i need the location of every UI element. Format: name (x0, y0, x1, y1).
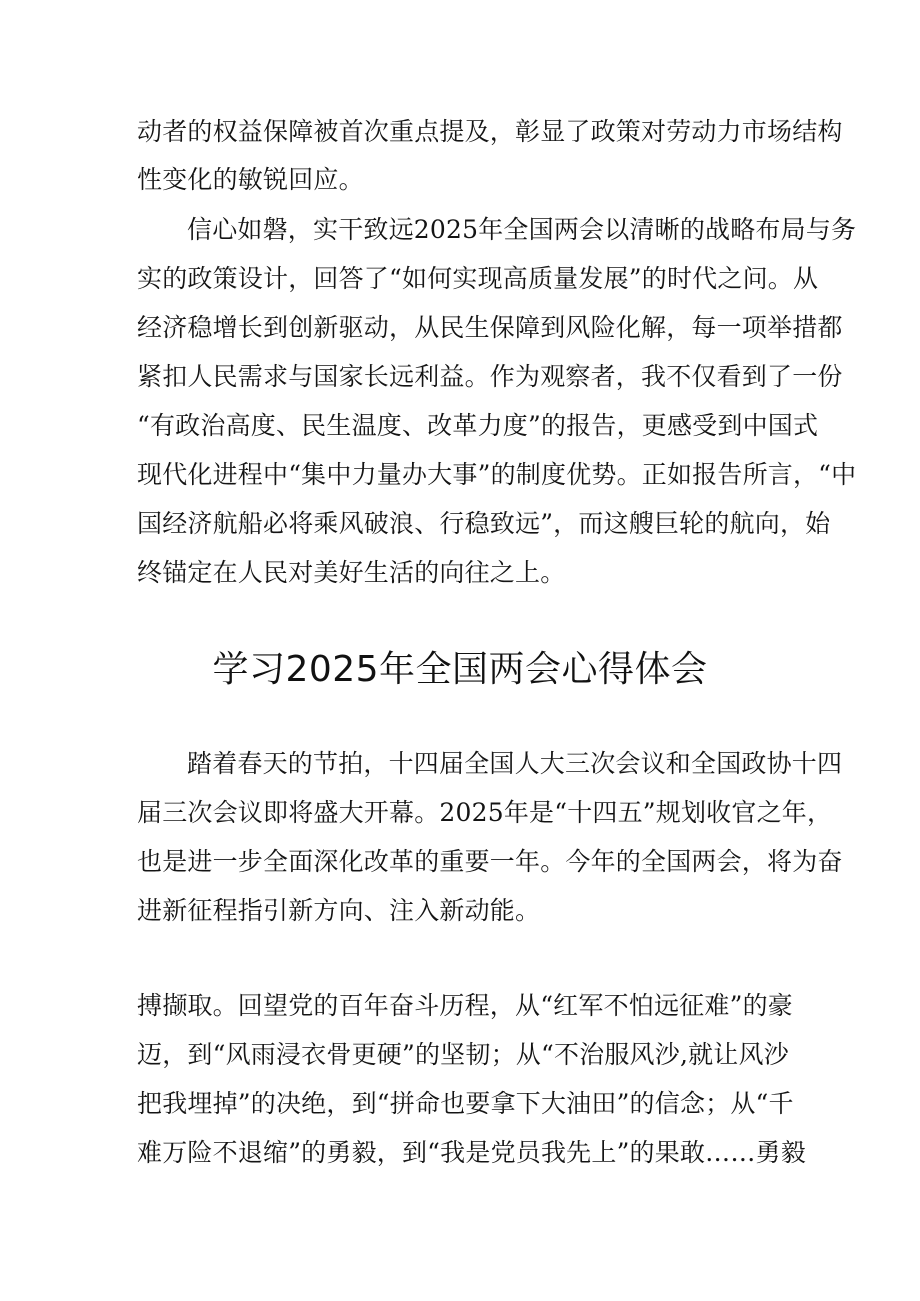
paragraph-line: 经济稳增长到创新驱动，从民生保障到风险化解，每一项举措都 (137, 313, 843, 342)
paragraph-line: “有政治高度、民生温度、改革力度”的报告，更感受到中国式 (137, 411, 819, 440)
paragraph-line: 国经济航船必将乘风破浪、行稳致远”，而这艘巨轮的航向，始 (137, 509, 831, 538)
paragraph-first-line: 信心如磐，实干致远2025年全国两会以清晰的战略布局与务 (187, 215, 857, 244)
paragraph-line: 紧扣人民需求与国家长远利益。作为观察者，我不仅看到了一份 (137, 362, 843, 391)
paragraph-line: 实的政策设计，回答了“如何实现高质量发展”的时代之问。从 (137, 264, 819, 293)
paragraph-line: 动者的权益保障被首次重点提及，彰显了政策对劳动力市场结构 (137, 117, 843, 146)
paragraph-first-line: 踏着春天的节拍，十四届全国人大三次会议和全国政协十四 (187, 749, 843, 778)
paragraph-line: 终锚定在人民对美好生活的向往之上。 (137, 558, 566, 587)
paragraph-line: 难万险不退缩”的勇毅，到“我是党员我先上”的果敢……勇毅 (137, 1138, 806, 1167)
paragraph-line: 现代化进程中“集中力量办大事”的制度优势。正如报告所言，“中 (137, 460, 857, 489)
paragraph-line: 性变化的敏锐回应。 (137, 165, 364, 194)
paragraph-line: 迈，到“风雨浸衣骨更硬”的坚韧；从“不治服风沙,就让风沙 (137, 1040, 789, 1069)
paragraph-line: 届三次会议即将盛大开幕。2025年是“十四五”规划收官之年， (137, 798, 833, 827)
paragraph-line: 把我埋掉”的决绝，到“拼命也要拿下大油田”的信念；从“千 (137, 1089, 794, 1118)
document-title: 学习2025年全国两会心得体会 (212, 649, 708, 690)
paragraph-line: 也是进一步全面深化改革的重要一年。今年的全国两会，将为奋 (137, 847, 843, 876)
paragraph-line: 进新征程指引新方向、注入新动能。 (137, 896, 541, 925)
paragraph-line: 搏撷取。回望党的百年奋斗历程，从“红军不怕远征难”的豪 (137, 991, 793, 1020)
